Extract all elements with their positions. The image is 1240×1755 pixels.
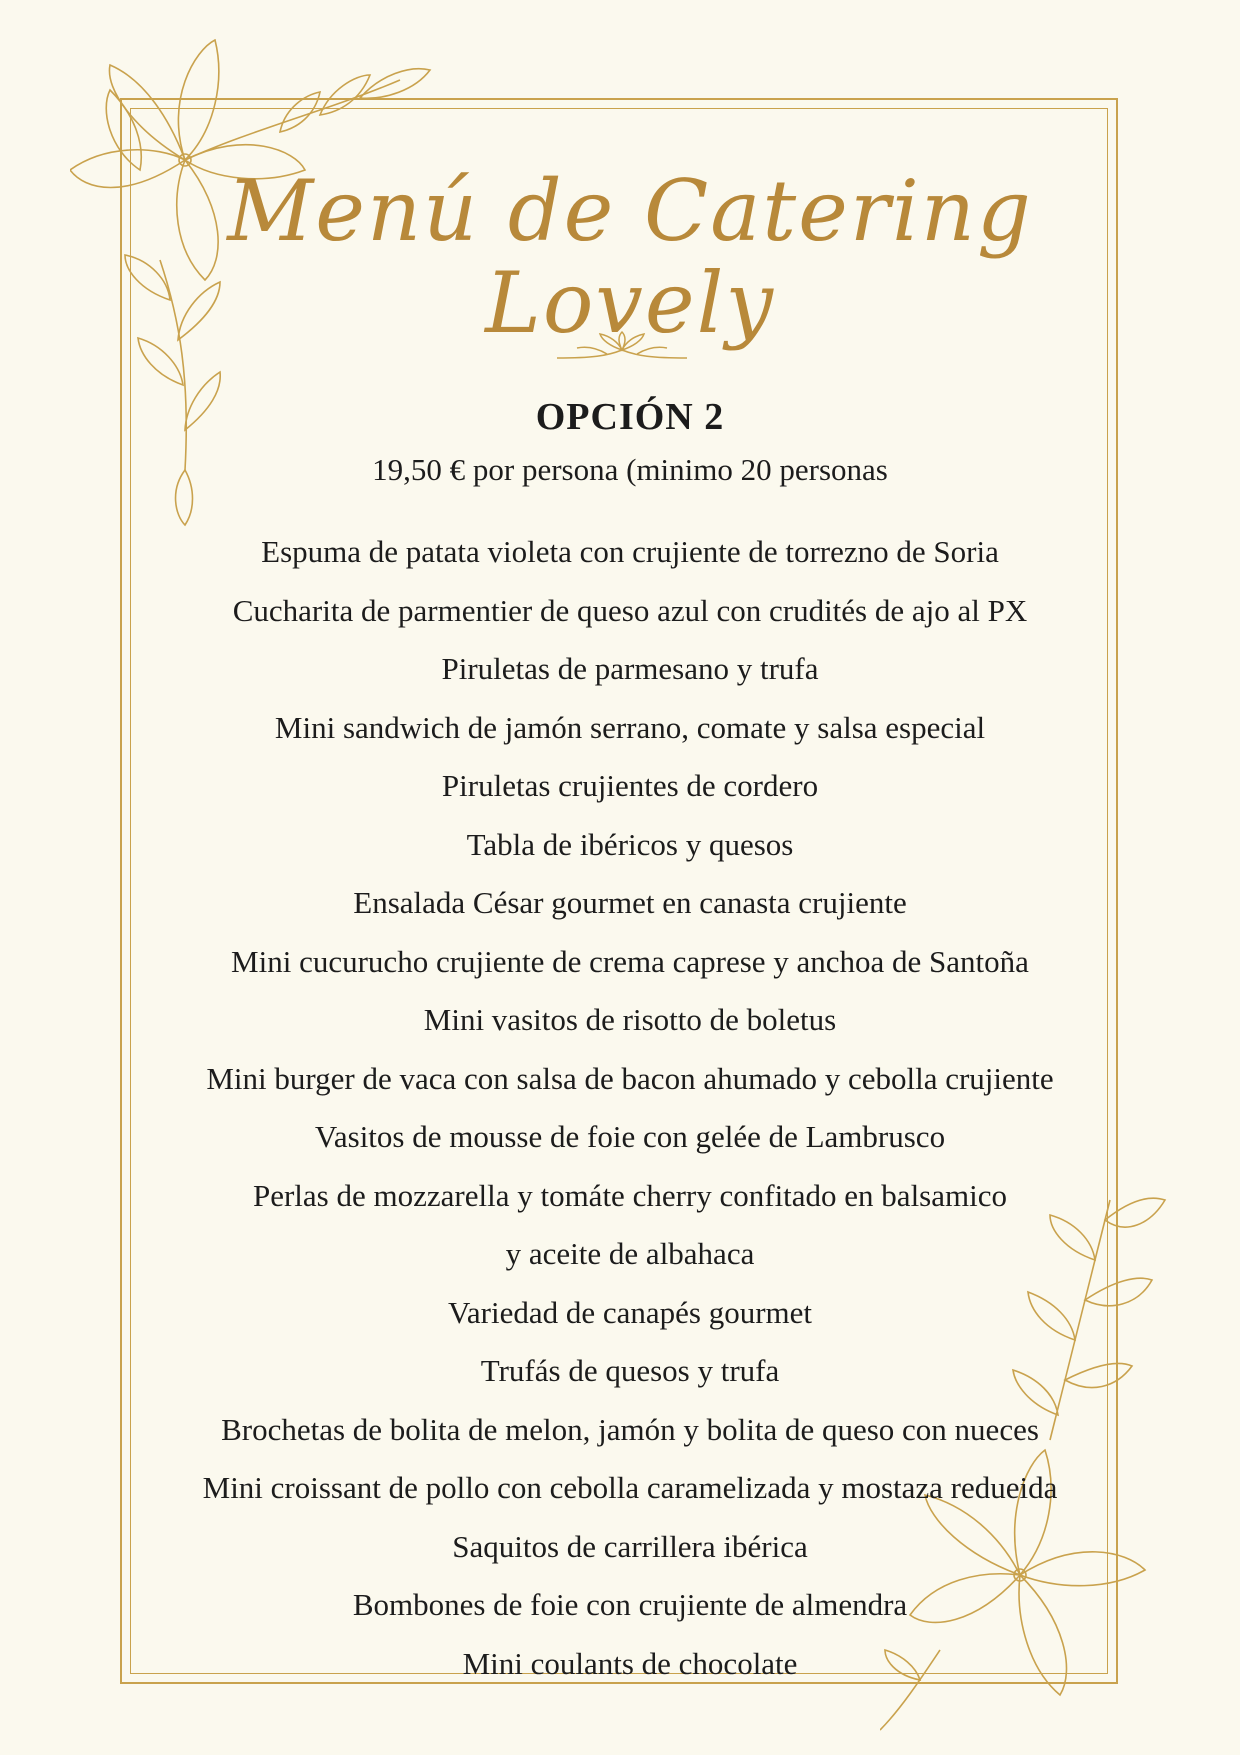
ornament-divider-icon — [552, 330, 692, 370]
menu-item: Ensalada César gourmet en canasta crujiente — [353, 885, 907, 920]
menu-item: Variedad de canapés gourmet — [447, 1294, 813, 1330]
menu-item: Piruletas crujientes de cordero — [441, 768, 819, 803]
menu-item: Bombones de foie con crujiente de almendra — [352, 1587, 908, 1622]
menu-item: Mini vasitos de risotto de boletus — [423, 1002, 837, 1037]
price-line: 19,50 € por persona (minimo 20 personas — [372, 452, 888, 487]
menu-item: Cucharita de parmentier de queso azul con crudités de ajo al PX — [232, 592, 1028, 628]
menu-items-list — [120, 523, 1140, 1693]
menu-item: Mini burger de vaca con salsa de bacon ahumado y cebolla crujiente — [206, 1060, 1054, 1096]
menu-item: Saquitos de carrillera ibérica — [452, 1528, 808, 1564]
menu-title: Menú de Catering Lovely — [227, 162, 1033, 353]
menu-item: Brochetas de bolita de melon, jamón y bolita de queso con nueces — [221, 1411, 1039, 1447]
menu-item: Mini cucurucho crujiente de crema caprese y anchoa de Santoña — [231, 943, 1029, 979]
menu-item: Mini coulants de chocolate — [462, 1645, 798, 1681]
option-title: OPCIÓN 2 — [535, 396, 725, 438]
menu-item: Trufás de quesos y trufa — [480, 1353, 780, 1388]
menu-item: Espuma de patata violeta con crujiente de torrezno de Soria — [261, 534, 999, 569]
menu-item: Piruletas de parmesano y trufa — [441, 651, 819, 686]
menu-item: y aceite de albahaca — [505, 1236, 755, 1271]
menu-item: Tabla de ibéricos y quesos — [466, 826, 794, 862]
menu-item: Vasitos de mousse de foie con gelée de Lambrusco — [314, 1119, 946, 1154]
menu-item: Mini croissant de pollo con cebolla caramelizada y mostaza redueida — [202, 1470, 1058, 1505]
menu-item: Mini sandwich de jamón serrano, comate y salsa especial — [274, 709, 986, 745]
menu-item: Perlas de mozzarella y tomáte cherry confitado en balsamico — [252, 1177, 1007, 1213]
